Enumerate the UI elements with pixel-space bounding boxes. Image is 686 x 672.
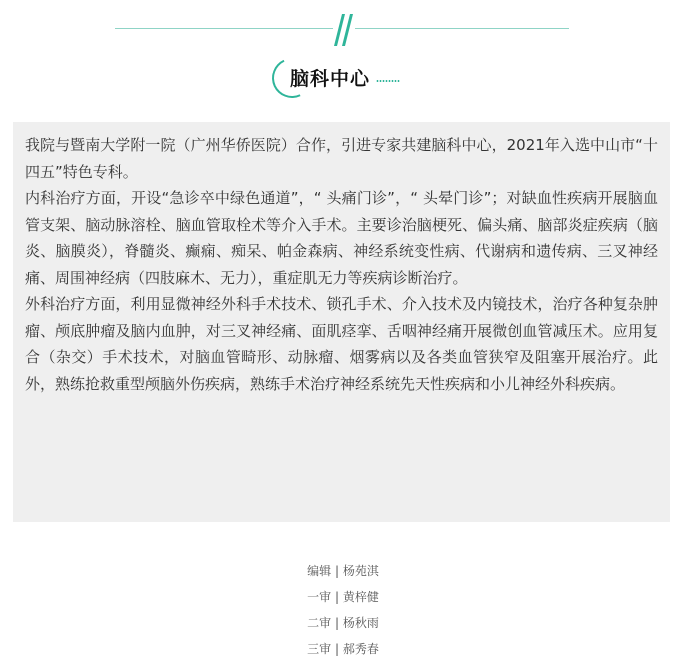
credits-block bbox=[0, 558, 686, 662]
internal-medicine-paragraph: 内科治疗方面，开设“急诊卒中绿色通道”，“ 头痛门诊”，“ 头晕门诊”；对缺血性疾病开展脑血管支架、脑动脉溶栓、脑血管取栓术等介入手术。主要诊治脑梗死、偏头痛、脑部炎症疾病（脑炎、脑膜炎），脊髓炎、癫痫、痴呆、帕金森病、神经系统变性病、代谢病和遗传病、三叉神经痛、周围神经病（四肢麻木、无力），重症肌无力等疾病诊断治疗。 bbox=[25, 189, 658, 287]
credit-third-review: 三审 | 郝秀春 bbox=[307, 642, 379, 656]
credit-first-review: 一审 | 黄梓健 bbox=[307, 590, 379, 604]
credit-editor: 编辑 | 杨苑淇 bbox=[307, 564, 379, 578]
section-title: 脑科中心 bbox=[290, 68, 371, 90]
section-header bbox=[0, 0, 686, 110]
title-dots-decoration bbox=[376, 80, 400, 82]
section-title-badge bbox=[272, 58, 412, 98]
surgery-paragraph: 外科治疗方面，利用显微神经外科手术技术、锁孔手术、介入技术及内镜技术，治疗各种复杂肿瘤、颅底肿瘤及脑内血肿，对三叉神经痛、面肌痉挛、舌咽神经痛开展微创血管减压术。应用复合（杂交）手术技术，对脑血管畸形、动脉瘤、烟雾病以及各类血管狭窄及阻塞开展治疗。此外，熟练抢救重型颅脑外伤疾病，熟练手术治疗神经系统先天性疾病和小儿神经外科疾病。 bbox=[25, 295, 658, 393]
intro-content-box bbox=[13, 122, 670, 522]
header-divider-right bbox=[355, 28, 569, 29]
header-divider-left bbox=[115, 28, 333, 29]
credit-second-review: 二审 | 杨秋雨 bbox=[307, 616, 379, 630]
intro-paragraph: 我院与暨南大学附一院（广州华侨医院）合作，引进专家共建脑科中心，2021年入选中山市“十四五”特色专科。 bbox=[25, 136, 658, 181]
